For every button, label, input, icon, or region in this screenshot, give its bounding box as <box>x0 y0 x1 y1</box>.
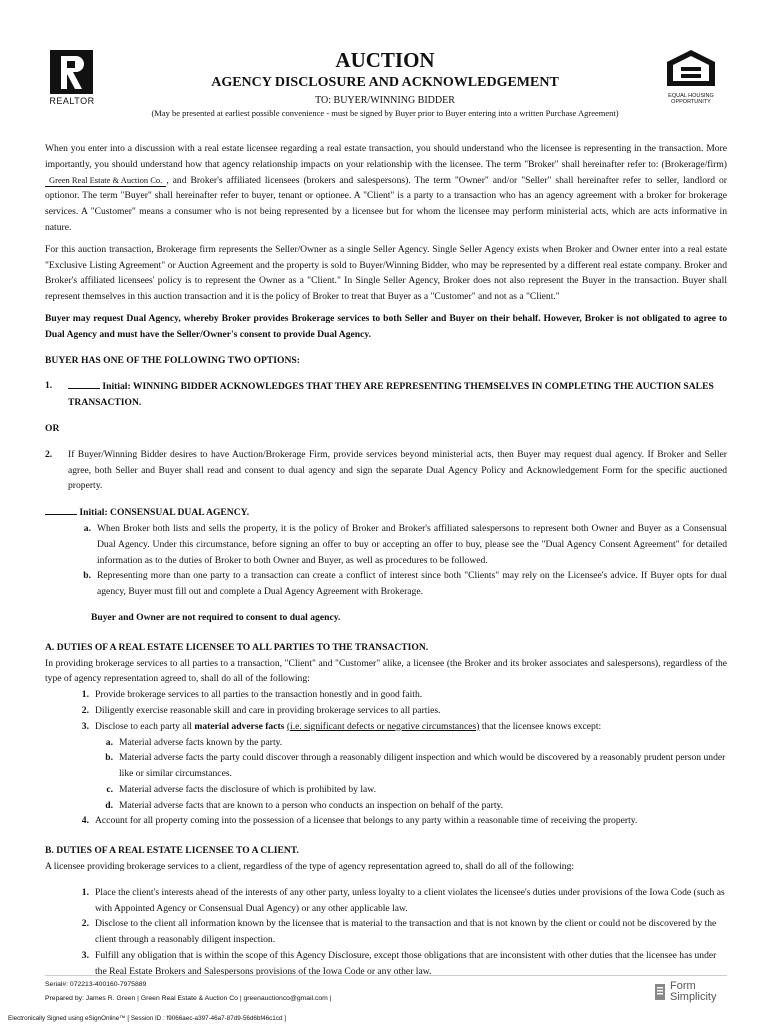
list-text: Provide brokerage services to all parties to the transaction honestly and in good faith. <box>95 689 423 701</box>
list-number: c. <box>106 783 113 795</box>
list-item <box>65 798 727 814</box>
list-text: Material adverse facts the disclosure of which is prohibited by law. <box>119 783 376 795</box>
intro-paragraph <box>45 141 727 236</box>
list-item <box>65 735 727 751</box>
list-text: Diligently exercise reasonable skill and care in providing brokerage services to all parties. <box>95 704 441 716</box>
section-b-list <box>45 885 727 980</box>
intro-text-a: When you enter into a discussion with a real estate licensee regarding a real estate transaction, you should understand who the licensee is representing in the transaction. More importantly, you should understand how that agency relationship impacts on your relationship with the licensee. The term "Broker" shall hereinafter refer to: (Brokerage/firm) <box>45 143 727 170</box>
list-number: 1. <box>81 689 89 701</box>
option-1-text: Initial: WINNING BIDDER ACKNOWLEDGES THAT THEY ARE REPRESENTING THEMSELVES IN COMPLETING THE AUCTION SALES TRANSACTION. <box>68 381 714 409</box>
section-a-heading: A. DUTIES OF A REAL ESTATE LICENSEE TO ALL PARTIES TO THE TRANSACTION. <box>45 641 429 653</box>
item-4-text: Account for all property coming into the possession of a licensee that belongs to any party within a reasonable time of receiving the property. <box>95 815 638 827</box>
list-item <box>65 782 727 798</box>
section-a-item-3 <box>65 719 727 735</box>
list-text: Disclose to the client all information known by the licensee that is material to the transaction and that is not known by the client or could not be discovered by the client through a reasonably diligent inspection. <box>95 918 717 946</box>
list-item <box>65 687 727 703</box>
form-simplicity-logo <box>655 980 735 1004</box>
list-text: Material adverse facts known by the party. <box>119 736 283 748</box>
option-1-number: 1. <box>45 380 53 392</box>
realtor-wordmark: REALTOR <box>49 96 95 106</box>
equal-housing-label: EQUAL HOUSING <box>668 93 714 99</box>
consensual-initial-field[interactable] <box>45 504 77 515</box>
section-a-intro: In providing brokerage services to all parties to a transaction, "Client" and "Customer" alike, a licensee (the Broker and its broker associates and salespersons), regardless of the type of agency representation agreed to, shall do all of the following: <box>45 657 727 685</box>
section-b-intro: A licensee providing brokerage services to a client, regardless of the type of agency representation agreed to, shall do all of the following: <box>45 861 575 873</box>
item-b-text: Representing more than one party to a transaction can create a conflict of interest since both "Clients" may rely on the Licensee's advice. If Buyer opts for dual agency, Buyer must fill out and complete a Dual Agency Agreement with Brokerage. <box>97 570 727 598</box>
document-icon <box>655 982 667 1002</box>
list-number: 2. <box>81 918 89 930</box>
presentation-note: (May be presented at earliest possible convenience - must be signed by Buyer prior to Buyer entering into a written Purchase Agreement) <box>151 108 619 118</box>
form-simplicity-name: Simplicity <box>670 991 717 1003</box>
list-number: 3. <box>81 720 89 732</box>
list-item <box>65 703 727 719</box>
not-required-note: Buyer and Owner are not required to consent to dual agency. <box>91 611 341 623</box>
or-separator: OR <box>45 422 60 434</box>
consensual-dual-agency-heading <box>45 504 727 521</box>
prepared-by: Prepared by: James R. Green | Green Real Estate & Auction Co | greenauctionco@gmail.com | <box>45 995 332 1002</box>
option-1 <box>45 378 727 411</box>
list-number: 3. <box>81 950 89 962</box>
option-2-number: 2. <box>45 448 53 460</box>
section-b-heading: B. DUTIES OF A REAL ESTATE LICENSEE TO A CLIENT. <box>45 845 299 857</box>
list-text: Material adverse facts that are known to a person who conducts an inspection on behalf of the party. <box>119 799 504 811</box>
option-2 <box>45 447 727 494</box>
list-text: Material adverse facts the party could discover through a reasonably diligent inspection and which would be discovered by a reasonably prudent person under like or similar circumstances. <box>119 752 726 780</box>
consensual-item-a <box>45 521 727 568</box>
document-body <box>45 141 727 980</box>
list-number: 1. <box>81 886 89 898</box>
section-a-list <box>45 687 727 719</box>
item-3-text-a: Disclose to each party all <box>95 720 195 732</box>
item-3-bold: material adverse facts <box>194 720 285 732</box>
list-item <box>65 750 727 782</box>
item-a-label: a. <box>83 522 91 534</box>
dual-agency-request-paragraph: Buyer may request Dual Agency, whereby Broker provides Brokerage services to both Seller and Buyer on their behalf. However, Broker is not obligated to agree to Dual Agency and must have the Seller/Owner's consent to provide Dual Agency. <box>45 312 727 340</box>
item-3-text-b: that the licensee knows except: <box>479 720 602 732</box>
opportunity-label: OPPORTUNITY <box>671 99 711 105</box>
single-agency-paragraph: For this auction transaction, Brokerage firm represents the Seller/Owner as a single Seller Agency. Single Seller Agency exists when Broker and Owner enter into a real estate "Exclusive Listing Agreement" or Auction Agreement and the property is sold to Buyer/Winning Bidder, who may be represented by a different real estate company. Broker and Broker's affiliated licensees' policy is to represent the Owner as a "Client." In Single Seller Agency, Broker does not also represent the Buyer in the transaction. Buyer shall represent themselves in this auction transaction and it is the policy of Broker to treat that Buyer as a "Customer" and not as a "Client." <box>45 243 727 303</box>
section-a-item-3-wrap <box>45 719 727 830</box>
form-simplicity-form: Form <box>670 980 696 992</box>
option-1-initial-field[interactable] <box>68 378 100 389</box>
recipient-line: TO: BUYER/WINNING BIDDER <box>315 95 455 106</box>
options-heading: BUYER HAS ONE OF THE FOLLOWING TWO OPTIONS: <box>45 354 300 366</box>
section-a-item-4 <box>65 813 727 829</box>
list-number: d. <box>105 799 113 811</box>
consensual-item-b <box>45 568 727 600</box>
list-text: Place the client's interests ahead of the interests of any other party, unless loyalty to a client violates the licensee's duties under provisions of the Iowa Code (such as with Appointed Agency or Consensual Dual Agency) or any other applicable law. <box>95 886 725 914</box>
list-number: b. <box>105 752 113 764</box>
brokerage-firm-field[interactable]: Green Real Estate & Auction Co. <box>45 174 166 187</box>
esign-notice: Electronically Signed using eSignOnline™ [ Session ID : f9066aec-a397-46a7-87d9-56d6bf46c1cd ] <box>8 1015 286 1022</box>
option-2-text: If Buyer/Winning Bidder desires to have Auction/Brokerage Firm, provide services beyond ministerial acts, then Buyer may request dual agency. If Broker and Seller agree, both Seller and Buyer shall read and consent to dual agency and sign the separate Dual Agency Policy and Acknowledgement Form for the specific auctioned property. <box>68 448 727 492</box>
serial-number: Serial#: 072213-400160-7975889 <box>45 981 147 988</box>
list-number: 4. <box>81 815 89 827</box>
list-item <box>65 885 727 917</box>
item-b-label: b. <box>83 570 91 582</box>
item-a-text: When Broker both lists and sells the property, it is the policy of Broker and Broker's affiliated salespersons to represent both Owner and Buyer as a Consensual Dual Agency. Under this circumstance, before signing an offer to buy or accepting an offer to buy, please see the "Dual Agency Consent Agreement" for detailed information as to the duties of Broker to both Owner and Buyer, as well as procedures to be followed. <box>97 522 727 566</box>
list-number: 2. <box>81 704 89 716</box>
page-subtitle: AGENCY DISCLOSURE AND ACKNOWLEDGEMENT <box>211 75 559 90</box>
section-a-sublist <box>65 735 727 814</box>
intro-text-b: , and Broker's affiliated licensees (brokers and salespersons). The term "Owner" and/or "Seller" shall hereinafter refer to seller, landlord or optionor. The term "Buyer" shall hereinafter refer to buyer, tenant or optionee. A "Client" is a party to a transaction who has an agency agreement with a broker for brokerage services. A "Customer" means a consumer who is not being represented by a licensee but for whom the licensee may perform ministerial acts, which are acts informative in nature. <box>45 174 727 233</box>
item-3-underlined: (i.e. significant defects or negative circumstances) <box>286 720 480 732</box>
page-title: AUCTION <box>335 48 435 72</box>
list-text: Fulfill any obligation that is within the scope of this Agency Disclosure, except those obligations that are inconsistent with other duties that the licensee has under the Real Estate Brokers and Salespersons provisions of the Iowa Code or any other law. <box>95 950 717 977</box>
list-number: a. <box>105 736 113 748</box>
list-item <box>65 916 727 948</box>
consensual-heading-text: Initial: CONSENSUAL DUAL AGENCY. <box>77 507 250 519</box>
footer-divider <box>45 975 727 976</box>
